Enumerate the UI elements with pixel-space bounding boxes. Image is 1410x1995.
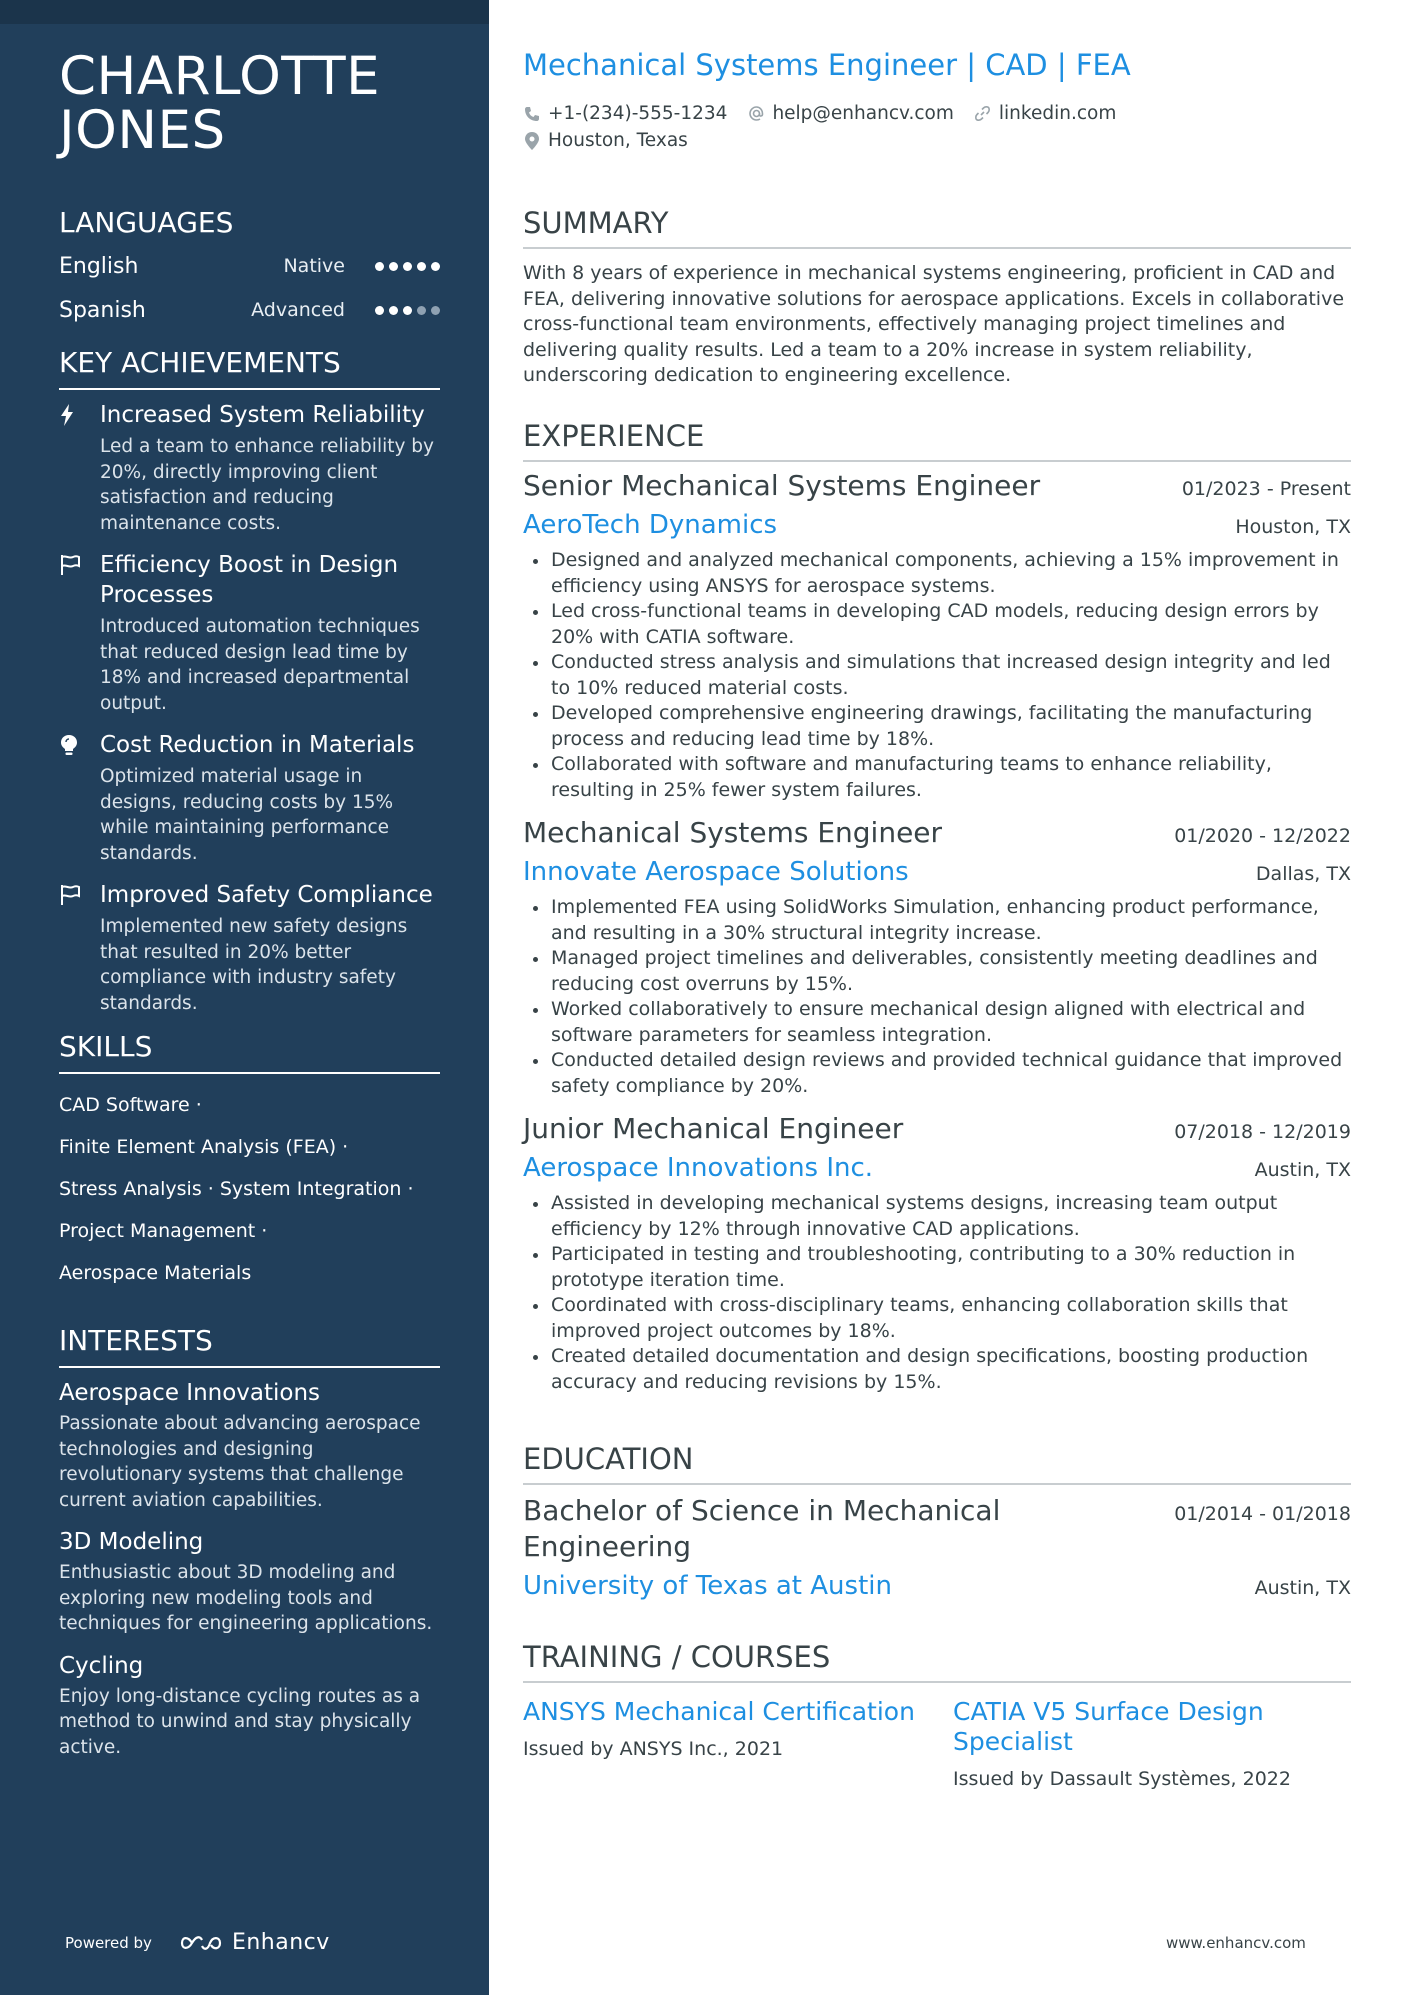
summary-text: With 8 years of experience in mechanical systems engineering, proficient in CAD and FEA, delivering innovative solutions for aerospace applications. Excels in collaborative cross-functional team environments, effectively managing project timelines and delivering quality results. Led a team to a 20% increase in system reliability, underscoring dedication to engineering excellence. [523,262,1345,386]
job-entry [523,815,1351,1099]
degree-line: Bachelor of Science in Mechanical [523,1494,1001,1527]
enhancv-logo[interactable] [180,1930,330,1955]
job-dates: 07/2018 - 12/2019 [1174,1121,1351,1143]
job-entry [523,1111,1351,1395]
job-bullet: Created detailed documentation and design specifications, boosting production accuracy and reducing revisions by 15%. [523,1344,1351,1395]
interest-title: Aerospace Innovations [59,1380,321,1406]
job-bullet: Collaborated with software and manufacturing teams to enhance reliability, resulting in 25% fewer system failures. [523,752,1351,803]
sidebar-top-bar [0,0,489,24]
interest-desc: Passionate about advancing aerospace technologies and designing revolutionary systems that challenge current aviation capabilities. [59,1413,421,1511]
experience-title: EXPERIENCE [523,418,1351,462]
powered-by [65,1930,330,1955]
interest-desc: Enthusiastic about 3D modeling and exploring new modeling tools and techniques for engineering applications. [59,1562,433,1634]
footer-url[interactable]: www.enhancv.com [1166,1934,1306,1952]
company-name: Aerospace Innovations Inc. [523,1153,874,1183]
location-text: Houston, Texas [548,130,688,151]
job-bullets [523,548,1351,803]
job-bullet: Designed and analyzed mechanical components, achieving a 15% improvement in efficiency using ANSYS for aerospace systems. [523,548,1351,599]
languages-section [59,206,440,332]
job-bullet: Coordinated with cross-disciplinary teams, enhancing collaboration skills that improved project outcomes by 18%. [523,1293,1351,1344]
rating-dot [375,306,384,315]
language-level: Advanced [251,299,345,321]
job-location: Dallas, TX [1255,863,1351,885]
link-item[interactable] [974,103,1116,124]
rating-dot-empty [431,306,440,315]
job-dates: 01/2023 - Present [1181,478,1351,500]
at-icon [747,105,765,123]
rating-dot [375,262,384,271]
rating-dot [403,306,412,315]
achievement-desc: Optimized material usage in designs, reducing costs by 15% while maintaining performance standards. [100,766,394,864]
degree-title [523,1493,1000,1565]
summary-section [523,205,1351,389]
job-dates: 01/2020 - 12/2022 [1174,825,1351,847]
interests-section [59,1324,440,1760]
location-item [523,130,688,151]
email-text: help@enhancv.com [772,103,954,124]
training-title: TRAINING / COURSES [523,1639,1351,1683]
interest-desc: Enjoy long-distance cycling routes as a method to unwind and stay physically active. [59,1685,421,1758]
company-name: AeroTech Dynamics [523,510,778,540]
language-row [59,244,440,288]
interest-title: Cycling [59,1652,144,1679]
language-rating-dots [375,262,440,271]
job-bullet: Assisted in developing mechanical systems designs, increasing team output efficiency by 12% through innovative CAD applications. [523,1191,1351,1242]
phone-item[interactable] [523,103,727,124]
location-pin-icon [523,132,541,150]
interests-title: INTERESTS [59,1324,440,1368]
job-bullet: Worked collaboratively to ensure mechanical design aligned with electrical and software parameters for seamless integration. [523,997,1351,1048]
contact-info [523,100,1136,154]
language-name: Spanish [59,297,146,323]
course-item [523,1697,953,1792]
phone-icon [523,105,541,123]
skills-section [59,1030,440,1294]
school-location: Austin, TX [1254,1577,1351,1599]
achievements-section [59,346,440,1016]
course-issuer: Issued by Dassault Systèmes, 2022 [953,1768,1291,1790]
link-text: linkedin.com [998,103,1117,124]
achievement-title: Increased System Reliability [100,402,425,428]
rating-dot [417,262,426,271]
job-title: Junior Mechanical Engineer [523,1112,904,1145]
course-title: CATIA V5 Surface Design Specialist [953,1697,1264,1756]
languages-title: LANGUAGES [59,206,234,239]
brand-name: Enhancv [231,1930,330,1955]
rating-dot [389,262,398,271]
email-item[interactable] [747,103,953,124]
flag-icon [59,880,100,1016]
training-section [523,1639,1351,1792]
achievement-title: Efficiency Boost in Design Processes [100,552,399,608]
headline: Mechanical Systems Engineer | CAD | FEA [523,48,1131,82]
lightning-icon [59,400,100,536]
job-bullet: Developed comprehensive engineering drawings, facilitating the manufacturing process and reducing lead time by 18%. [523,701,1351,752]
achievement-item [59,880,440,1016]
experience-section [523,418,1351,1395]
lightbulb-icon [59,730,100,866]
achievement-desc: Implemented new safety designs that resulted in 20% better compliance with industry safety standards. [100,916,408,1014]
name-last: JONES [59,100,226,161]
job-bullets [523,1191,1351,1395]
achievement-desc: Introduced automation techniques that reduced design lead time by 18% and increased departmental output. [100,616,420,714]
achievement-item [59,400,440,536]
phone-text: +1-(234)-555-1234 [548,103,728,124]
achievement-item [59,550,440,716]
school-name: University of Texas at Austin [523,1571,892,1601]
job-bullet: Participated in testing and troubleshooting, contributing to a 30% reduction in prototype iteration time. [523,1242,1351,1293]
language-rating-dots [375,306,440,315]
education-section [523,1441,1351,1603]
company-name: Innovate Aerospace Solutions [523,857,909,887]
skill-line: CAD Software · [59,1094,202,1116]
education-title: EDUCATION [523,1441,1351,1485]
language-name: English [59,253,139,279]
course-issuer: Issued by ANSYS Inc., 2021 [523,1738,784,1760]
rating-dot-empty [417,306,426,315]
course-title: ANSYS Mechanical Certification [523,1697,915,1726]
job-entry [523,468,1351,803]
infinity-logo-icon [180,1932,226,1954]
course-item [953,1697,1351,1792]
skill-line: Finite Element Analysis (FEA) · [59,1136,349,1158]
rating-dot [389,306,398,315]
job-bullet: Managed project timelines and deliverables, consistently meeting deadlines and reducing cost overruns by 15%. [523,946,1351,997]
rating-dot [403,262,412,271]
rating-dot [431,262,440,271]
job-bullet: Implemented FEA using SolidWorks Simulation, enhancing product performance, and resulting in a 30% structural integrity increase. [523,895,1351,946]
job-bullet: Conducted stress analysis and simulations that increased design integrity and led to 10% reduced material costs. [523,650,1351,701]
summary-title: SUMMARY [523,205,1351,249]
skill-line: Aerospace Materials [59,1262,252,1284]
achievement-item [59,730,440,866]
achievement-title: Improved Safety Compliance [100,882,433,908]
degree-line: Engineering [523,1530,691,1563]
achievement-title: Cost Reduction in Materials [100,732,415,758]
flag-icon [59,550,100,716]
powered-by-label: Powered by [65,1933,152,1952]
job-bullet: Conducted detailed design reviews and provided technical guidance that improved safety compliance by 20%. [523,1048,1351,1099]
skills-title: SKILLS [59,1030,440,1074]
skill-line: Stress Analysis · System Integration · [59,1178,414,1200]
sidebar [0,0,489,1995]
interest-title: 3D Modeling [59,1529,204,1555]
candidate-name [59,46,440,161]
job-bullet: Led cross-functional teams in developing CAD models, reducing design errors by 20% with CATIA software. [523,599,1351,650]
achievement-desc: Led a team to enhance reliability by 20%, directly improving client satisfaction and reducing maintenance costs. [100,436,434,534]
name-first: CHARLOTTE [59,46,381,107]
job-title: Senior Mechanical Systems Engineer [523,469,1041,502]
achievements-title: KEY ACHIEVEMENTS [59,346,440,390]
link-icon [974,105,992,123]
language-row [59,288,440,332]
language-level: Native [283,255,345,277]
job-location: Houston, TX [1235,516,1351,538]
skill-line: Project Management · [59,1220,268,1242]
education-dates: 01/2014 - 01/2018 [1174,1503,1351,1525]
job-title: Mechanical Systems Engineer [523,816,943,849]
job-location: Austin, TX [1254,1159,1351,1181]
job-bullets [523,895,1351,1099]
